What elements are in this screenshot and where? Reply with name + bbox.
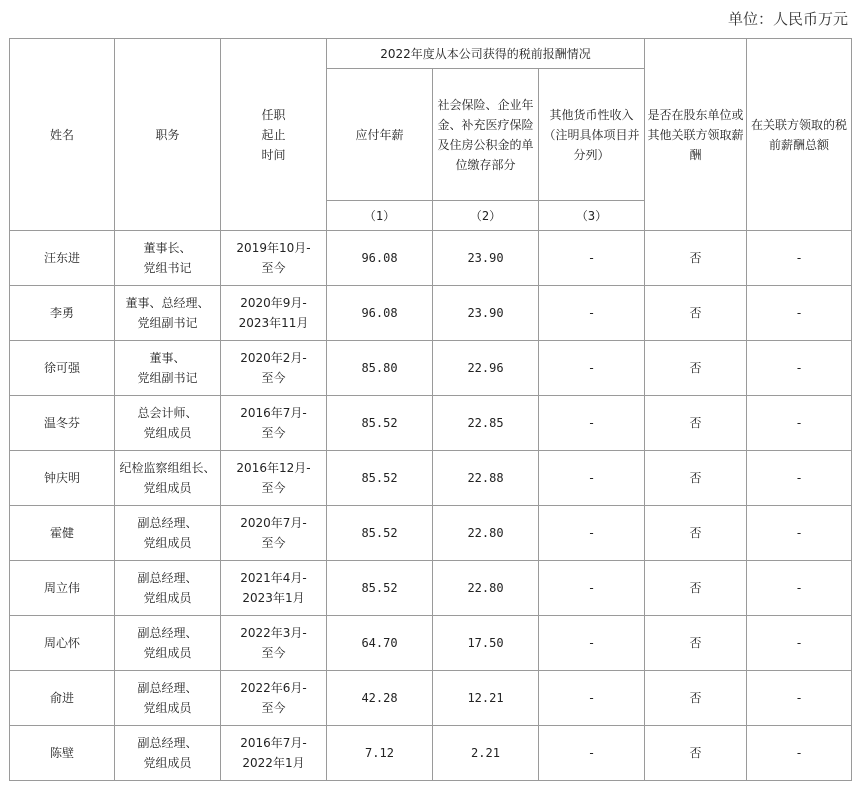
- cell-paid-by-shareholder: 否: [645, 726, 747, 781]
- cell-related-party-total: -: [747, 341, 852, 396]
- cell-salary: 85.52: [327, 451, 433, 506]
- cell-paid-by-shareholder: 否: [645, 341, 747, 396]
- cell-position: 副总经理、 党组成员: [115, 726, 221, 781]
- cell-paid-by-shareholder: 否: [645, 671, 747, 726]
- table-row: [10, 286, 852, 341]
- header-index-1: （1）: [327, 201, 433, 231]
- cell-term: 2016年12月- 至今: [221, 451, 327, 506]
- table-row: [10, 506, 852, 561]
- cell-insurance: 2.21: [433, 726, 539, 781]
- cell-insurance: 22.96: [433, 341, 539, 396]
- cell-term: 2020年7月- 至今: [221, 506, 327, 561]
- cell-position: 纪检监察组组长、 党组成员: [115, 451, 221, 506]
- cell-paid-by-shareholder: 否: [645, 451, 747, 506]
- header-insurance: 社会保险、企业年 金、补充医疗保险 及住房公积金的单 位缴存部分: [433, 69, 539, 201]
- cell-name: 俞进: [10, 671, 115, 726]
- cell-term: 2020年9月- 2023年11月: [221, 286, 327, 341]
- header-other-income: 其他货币性收入 （注明具体项目并 分列）: [539, 69, 645, 201]
- cell-salary: 85.52: [327, 396, 433, 451]
- cell-related-party-total: -: [747, 231, 852, 286]
- table-body: [10, 231, 852, 781]
- cell-other-income: -: [539, 506, 645, 561]
- cell-position: 副总经理、 党组成员: [115, 561, 221, 616]
- cell-salary: 85.80: [327, 341, 433, 396]
- cell-position: 副总经理、 党组成员: [115, 671, 221, 726]
- cell-term: 2021年4月- 2023年1月: [221, 561, 327, 616]
- cell-position: 董事、 党组副书记: [115, 341, 221, 396]
- cell-insurance: 22.85: [433, 396, 539, 451]
- cell-position: 副总经理、 党组成员: [115, 616, 221, 671]
- table-row: [10, 616, 852, 671]
- cell-related-party-total: -: [747, 561, 852, 616]
- cell-salary: 96.08: [327, 231, 433, 286]
- cell-insurance: 12.21: [433, 671, 539, 726]
- table-row: [10, 341, 852, 396]
- cell-insurance: 23.90: [433, 231, 539, 286]
- cell-other-income: -: [539, 451, 645, 506]
- cell-related-party-total: -: [747, 451, 852, 506]
- cell-salary: 64.70: [327, 616, 433, 671]
- cell-term: 2019年10月- 至今: [221, 231, 327, 286]
- cell-name: 钟庆明: [10, 451, 115, 506]
- header-position: 职务: [115, 39, 221, 231]
- cell-insurance: 23.90: [433, 286, 539, 341]
- cell-salary: 85.52: [327, 561, 433, 616]
- cell-name: 霍健: [10, 506, 115, 561]
- header-paid-by-shareholder: 是否在股东单位或 其他关联方领取薪 酬: [645, 39, 747, 231]
- cell-other-income: -: [539, 726, 645, 781]
- header-index-2: （2）: [433, 201, 539, 231]
- cell-related-party-total: -: [747, 616, 852, 671]
- cell-related-party-total: -: [747, 726, 852, 781]
- table-row: [10, 451, 852, 506]
- cell-salary: 7.12: [327, 726, 433, 781]
- cell-related-party-total: -: [747, 506, 852, 561]
- cell-related-party-total: -: [747, 671, 852, 726]
- header-index-3: （3）: [539, 201, 645, 231]
- cell-paid-by-shareholder: 否: [645, 616, 747, 671]
- cell-salary: 96.08: [327, 286, 433, 341]
- cell-position: 副总经理、 党组成员: [115, 506, 221, 561]
- table-row: [10, 231, 852, 286]
- cell-name: 汪东进: [10, 231, 115, 286]
- cell-other-income: -: [539, 396, 645, 451]
- cell-position: 总会计师、 党组成员: [115, 396, 221, 451]
- cell-salary: 85.52: [327, 506, 433, 561]
- cell-term: 2022年3月- 至今: [221, 616, 327, 671]
- table-row: [10, 726, 852, 781]
- header-annual-salary: 应付年薪: [327, 69, 433, 201]
- cell-other-income: -: [539, 286, 645, 341]
- header-name: 姓名: [10, 39, 115, 231]
- table-row: [10, 671, 852, 726]
- cell-other-income: -: [539, 341, 645, 396]
- unit-label: 单位：人民币万元: [727, 10, 848, 28]
- cell-name: 李勇: [10, 286, 115, 341]
- cell-name: 周立伟: [10, 561, 115, 616]
- cell-related-party-total: -: [747, 396, 852, 451]
- header-related-party-total: 在关联方领取的税 前薪酬总额: [747, 39, 852, 231]
- cell-paid-by-shareholder: 否: [645, 506, 747, 561]
- cell-position: 董事长、 党组书记: [115, 231, 221, 286]
- cell-paid-by-shareholder: 否: [645, 396, 747, 451]
- cell-insurance: 17.50: [433, 616, 539, 671]
- cell-name: 徐可强: [10, 341, 115, 396]
- cell-name: 温冬芬: [10, 396, 115, 451]
- cell-paid-by-shareholder: 否: [645, 231, 747, 286]
- executive-compensation-table: [9, 38, 852, 781]
- header-term: 任职 起止 时间: [221, 39, 327, 231]
- cell-name: 陈壁: [10, 726, 115, 781]
- cell-insurance: 22.88: [433, 451, 539, 506]
- table-row: [10, 396, 852, 451]
- cell-term: 2016年7月- 2022年1月: [221, 726, 327, 781]
- header-compensation-group: 2022年度从本公司获得的税前报酬情况: [327, 39, 645, 69]
- cell-other-income: -: [539, 231, 645, 286]
- cell-name: 周心怀: [10, 616, 115, 671]
- cell-term: 2020年2月- 至今: [221, 341, 327, 396]
- cell-related-party-total: -: [747, 286, 852, 341]
- cell-term: 2016年7月- 至今: [221, 396, 327, 451]
- cell-salary: 42.28: [327, 671, 433, 726]
- cell-other-income: -: [539, 561, 645, 616]
- cell-other-income: -: [539, 671, 645, 726]
- cell-paid-by-shareholder: 否: [645, 561, 747, 616]
- cell-paid-by-shareholder: 否: [645, 286, 747, 341]
- cell-term: 2022年6月- 至今: [221, 671, 327, 726]
- table-row: [10, 561, 852, 616]
- cell-insurance: 22.80: [433, 506, 539, 561]
- cell-insurance: 22.80: [433, 561, 539, 616]
- cell-position: 董事、总经理、 党组副书记: [115, 286, 221, 341]
- cell-other-income: -: [539, 616, 645, 671]
